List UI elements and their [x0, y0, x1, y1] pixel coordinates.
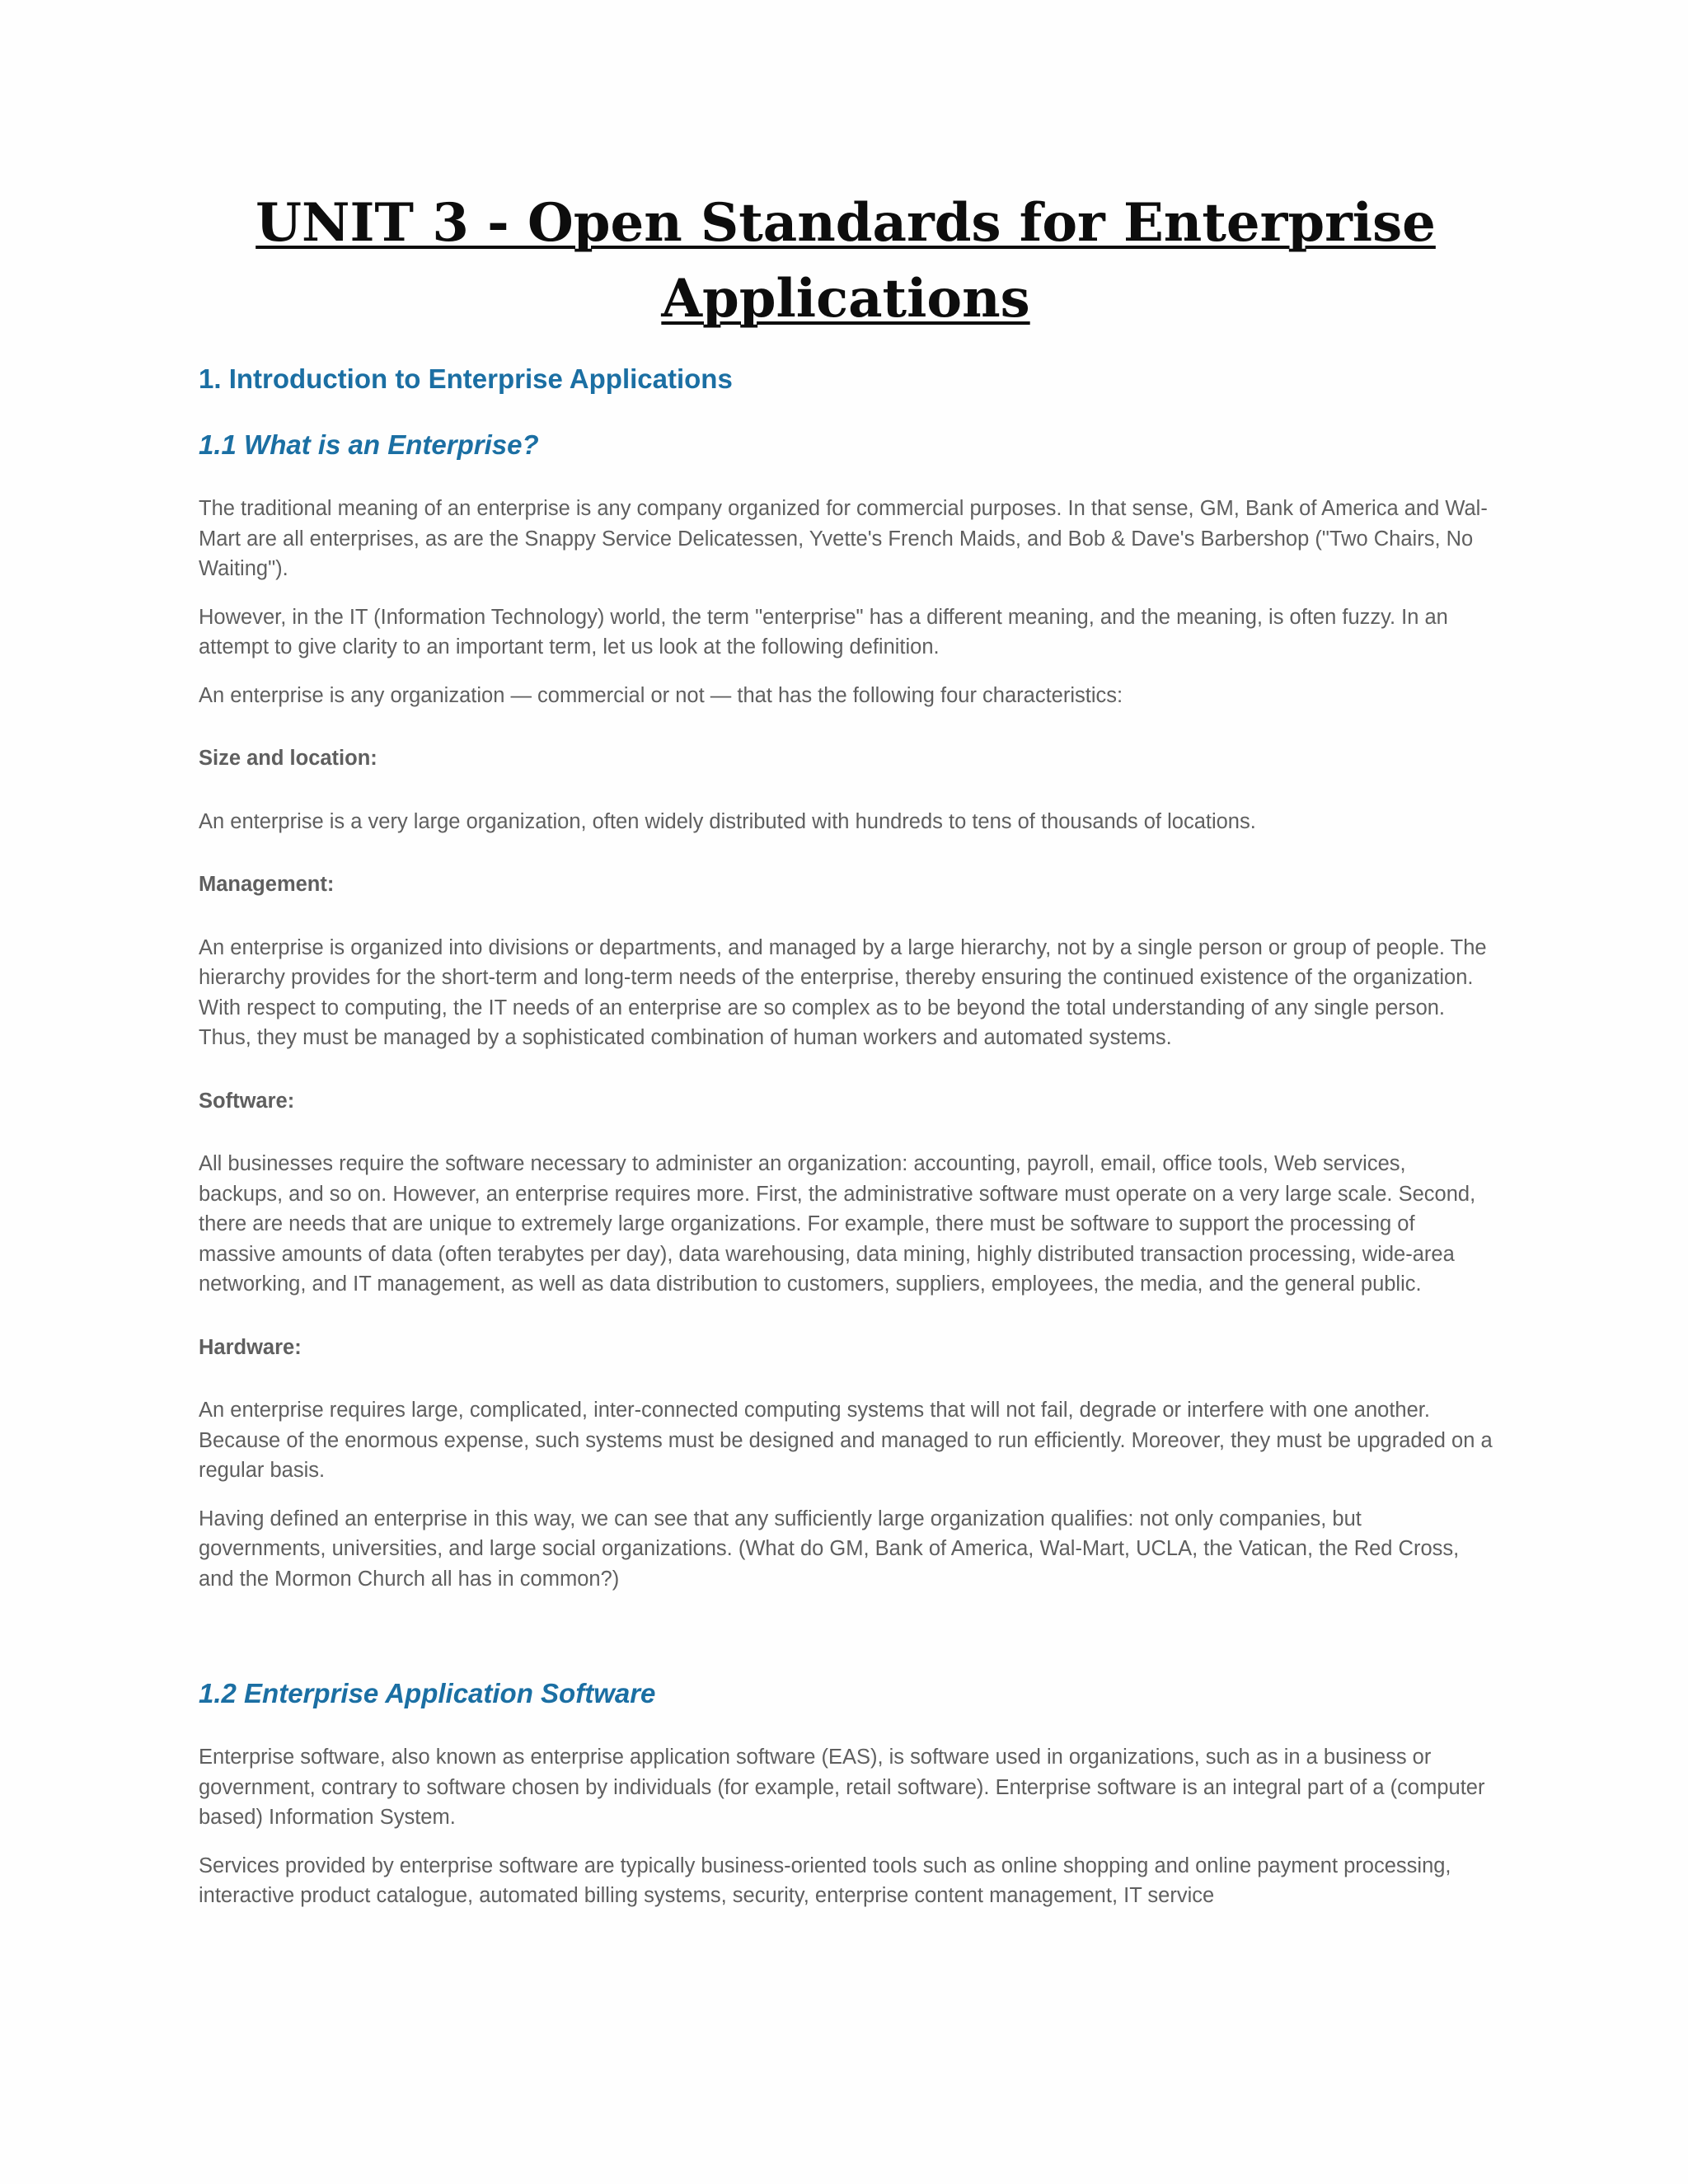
subsection-heading-what-is-enterprise: 1.1 What is an Enterprise?	[199, 429, 539, 460]
paragraph-management: An enterprise is organized into divisions or departments, and managed by a large hierarchy, not by a single person or group of people. The hierarchy provides for the short-term and long-term needs of the enterprise, thereby ensuring the continued existence of the organization. With respect to computing, the IT needs of an enterprise are so complex as to be beyond the total understanding of any single person. Thus, they must be managed by a sophisticated combination of human workers and automated systems.	[199, 935, 1487, 1049]
paragraph-traditional-meaning: The traditional meaning of an enterprise is any company organized for commercial purposes. In that sense, GM, Bank of America and Wal-Mart are all enterprises, as are the Snappy Service Delicatessen, Yvette's French Maids, and Bob & Dave's Barbershop ("Two Chairs, No Waiting").	[199, 497, 1488, 580]
document-content	[199, 185, 1493, 1929]
paragraph-qualifies: Having defined an enterprise in this way, we can see that any sufficiently large organization qualifies: not only companies, but governments, universities, and large social organizations. (What do GM, Bank of America, Wal-Mart, UCLA, the Vatican, the Red Cross, and the Mormon Church all has in common?)	[199, 1507, 1460, 1591]
subsection-heading-enterprise-application-software: 1.2 Enterprise Application Software	[199, 1678, 656, 1708]
paragraph-hardware: An enterprise requires large, complicated, inter-connected computing systems that will not fail, degrade or interfere with one another. Because of the enormous expense, such systems must be designed and managed to run efficiently. Moreover, they must be upgraded on a regular basis.	[199, 1399, 1493, 1482]
label-management: Management:	[199, 873, 335, 896]
section-heading-introduction: 1. Introduction to Enterprise Applications	[199, 363, 733, 394]
paragraph-enterprise-software-definition: Enterprise software, also known as enterprise application software (EAS), is software used in organizations, such as in a business or government, contrary to software chosen by individuals (for example, retail software). Enterprise software is an integral part of a (computer based) Information System.	[199, 1746, 1485, 1829]
label-hardware: Hardware:	[199, 1335, 302, 1359]
paragraph-it-world-meaning: However, in the IT (Information Technology) world, the term "enterprise" has a different meaning, and the meaning, is often fuzzy. In an attempt to give clarity to an important term, let us look at the following definition.	[199, 605, 1448, 658]
paragraph-four-characteristics: An enterprise is any organization — commercial or not — that has the following four characteristics:	[199, 683, 1123, 707]
paragraph-enterprise-software-services: Services provided by enterprise software are typically business-oriented tools such as online shopping and online payment processing, interactive product catalogue, automated billing systems, security, enterprise content management, IT service	[199, 1854, 1451, 1907]
paragraph-size-and-location: An enterprise is a very large organization, often widely distributed with hundreds to tens of thousands of locations.	[199, 809, 1256, 833]
label-size-and-location: Size and location:	[199, 747, 377, 770]
label-software: Software:	[199, 1089, 295, 1113]
paragraph-software: All businesses require the software necessary to administer an organization: accounting, payroll, email, office tools, Web services, backups, and so on. However, an enterprise requires more. First, the administrative software must operate on a very large scale. Second, there are needs that are unique to extremely large organizations. For example, there must be software to support the processing of massive amounts of data (often terabytes per day), data warehousing, data mining, highly distributed transaction processing, wide-area networking, and IT management, as well as data distribution to customers, suppliers, employees, the media, and the general public.	[199, 1152, 1476, 1296]
page-title: UNIT 3 - Open Standards for Enterprise Applications	[256, 192, 1436, 330]
